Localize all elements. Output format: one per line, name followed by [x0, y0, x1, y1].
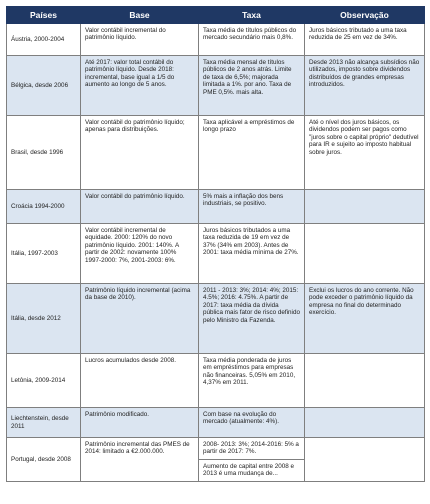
table-row-croacia — [7, 190, 425, 224]
cell-country: Brasil, desde 1996 — [7, 116, 81, 190]
cell-country: Áustria, 2000-2004 — [7, 24, 81, 56]
header-base: Base — [81, 7, 199, 24]
cell-country: Liechtenstein, desde 2011 — [7, 408, 81, 438]
cell-taxa: Com base na evolução do mercado (atualmente: 4%). — [199, 408, 305, 438]
table-row-italia-2012 — [7, 284, 425, 354]
cell-base: Patrimônio incremental das PMES de 2014: limitado a €2.000.000. — [81, 438, 199, 482]
cell-base: Valor contábil incremental do patrimônio líquido. — [81, 24, 199, 56]
tax-table-container — [6, 6, 424, 482]
cell-obs — [305, 190, 425, 224]
cell-taxa: 2011 - 2013: 3%; 2014: 4%; 2015: 4.5%; 2016: 4.75%. A partir de 2017: taxa média da dívida pública mais fator de risco definido pelo Ministro da Fazenda. — [199, 284, 305, 354]
header-taxa: Taxa — [199, 7, 305, 24]
table-row-belgica — [7, 56, 425, 116]
cell-country: Croácia 1994-2000 — [7, 190, 81, 224]
table-row-italia-1997 — [7, 224, 425, 284]
cell-country: Itália, 1997-2003 — [7, 224, 81, 284]
cell-obs: Exclui os lucros do ano corrente. Não pode exceder o patrimônio líquido da empresa no final do determinado exercício. — [305, 284, 425, 354]
table-row-liechtenstein — [7, 408, 425, 438]
cell-country: Letônia, 2009-2014 — [7, 354, 81, 408]
table-row-austria — [7, 24, 425, 56]
cell-base: Valor contábil do patrimônio líquido. — [81, 190, 199, 224]
cell-obs — [305, 224, 425, 284]
cell-taxa-part1: 2008- 2013: 3%; 2014-2016: 5% a partir de 2017: 7%. — [203, 441, 299, 456]
cell-country: Bélgica, desde 2006 — [7, 56, 81, 116]
cell-base: Até 2017: valor total contábil do patrimônio líquido. Desde 2018: incremental, base igual a 1/5 do aumento ao longo de 5 anos. — [81, 56, 199, 116]
cell-obs — [305, 408, 425, 438]
cell-base: Valor contábil incremental de equidade. 2000: 120% do novo patrimônio líquido. 2001: 140%. A partir de 2002: novamente 100% 1997-2000: 7%, 2001-2003: 6%. — [81, 224, 199, 284]
table-row-letonia — [7, 354, 425, 408]
cell-obs — [305, 438, 425, 482]
cell-base: Patrimônio modificado. — [81, 408, 199, 438]
cell-taxa-part2: Aumento de capital entre 2008 e 2013 é uma mudança de... — [199, 459, 304, 481]
cell-taxa — [199, 438, 305, 482]
cell-obs: Juros básicos tributado a uma taxa reduzida de 25 em vez de 34%. — [305, 24, 425, 56]
cell-taxa: 5% mais a inflação dos bens industriais, se positivo. — [199, 190, 305, 224]
cell-obs: Desde 2013 não alcança subsídios não utilizados, imposto sobre dividendos distribuídos de grandes empresas introduzidos. — [305, 56, 425, 116]
cell-base: Valor contábil do patrimônio líquido; apenas para distribuições. — [81, 116, 199, 190]
table-row-portugal — [7, 438, 425, 482]
cell-obs: Até o nível dos juros básicos, os dividendos podem ser pagos como "juros sobre o capital próprio" dedutível para IR e sujeito ao imposto habitual sobre juros. — [305, 116, 425, 190]
cell-taxa: Taxa média mensal de títulos públicos de 2 anos atrás. Limite de taxa de 6,5%; majorada limitada a 1%. por ano. Taxa de PME 0,5%. mais alta. — [199, 56, 305, 116]
cell-country: Itália, desde 2012 — [7, 284, 81, 354]
cell-country: Portugal, desde 2008 — [7, 438, 81, 482]
table-row-brasil — [7, 116, 425, 190]
tax-regimes-table — [6, 6, 425, 482]
table-header-row — [7, 7, 425, 24]
cell-taxa: Taxa média de títulos públicos do mercado secundário mais 0,8%. — [199, 24, 305, 56]
cell-taxa: Taxa aplicável a empréstimos de longo prazo — [199, 116, 305, 190]
header-observacao: Observação — [305, 7, 425, 24]
header-paises: Países — [7, 7, 81, 24]
cell-obs — [305, 354, 425, 408]
cell-base: Lucros acumulados desde 2008. — [81, 354, 199, 408]
cell-taxa: Juros básicos tributados a uma taxa reduzida de 19 em vez de 37% (34% em 2003). Antes de 2001: taxa média mínima de 27%. — [199, 224, 305, 284]
cell-base: Patrimônio líquido incremental (acima da base de 2010). — [81, 284, 199, 354]
cell-taxa: Taxa média ponderada de juros em empréstimos para empresas não financeiras. 5,05% em 2010, 4,37% em 2011. — [199, 354, 305, 408]
